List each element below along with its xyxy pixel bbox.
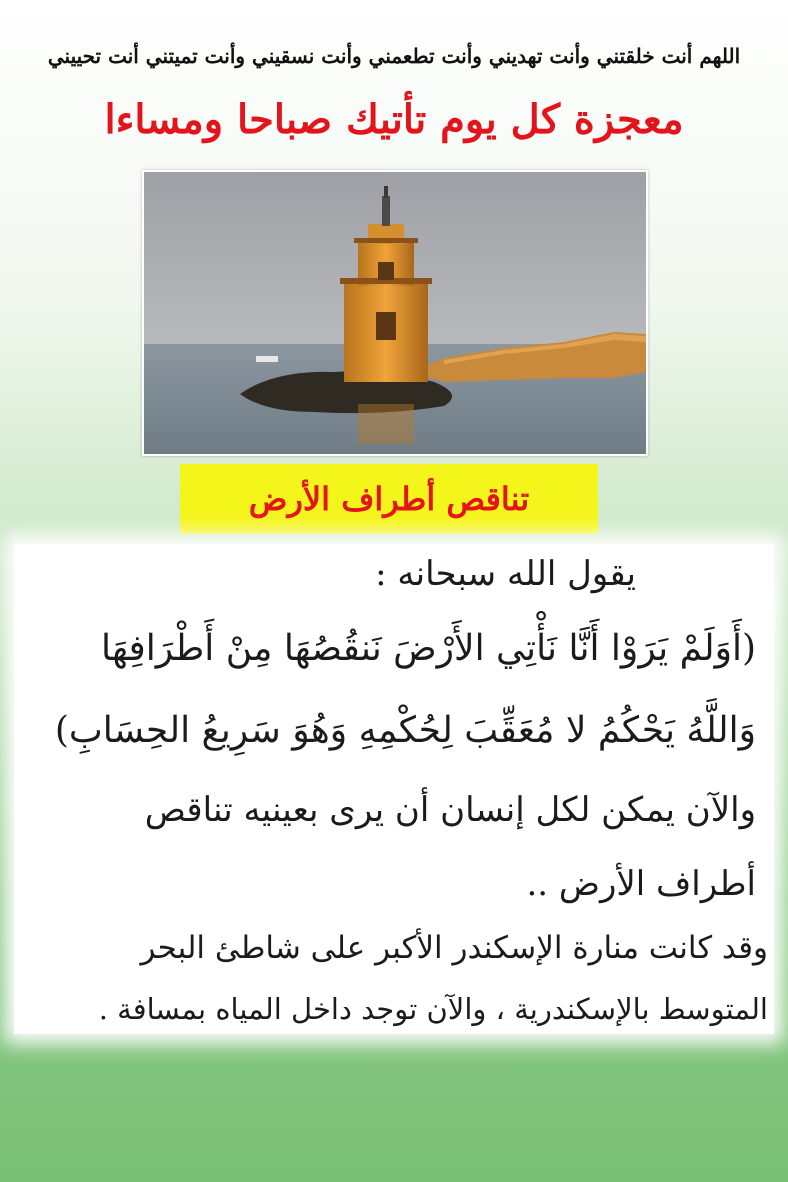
body-line: أطراف الأرض .. <box>526 864 756 904</box>
lighthouse-photo <box>142 170 648 456</box>
section-heading: تناقص أطراف الأرض <box>248 480 530 518</box>
top-prayer-text: اللهم أنت خلقتني وأنت تهديني وأنت تطعمني وأنت نسقيني وأنت تميتني أنت تحييني <box>47 44 741 68</box>
body-line: والآن يمكن لكل إنسان أن يرى بعينيه تناقص <box>144 790 756 830</box>
main-title: معجزة كل يوم تأتيك صباحا ومساءا <box>104 96 684 143</box>
body-line: يقول الله سبحانه : <box>375 554 636 594</box>
body-line: (أَوَلَمْ يَرَوْا أَنَّا نَأْتِي الأَرْضَ نَنقُصُهَا مِنْ أَطْرَافِهَا <box>100 628 756 669</box>
body-line: وقد كانت منارة الإسكندر الأكبر على شاطئ البحر <box>140 930 768 966</box>
text-panel <box>14 544 774 1034</box>
section-heading-banner <box>180 464 598 534</box>
body-line: المتوسط بالإسكندرية ، والآن توجد داخل المياه بمسافة . <box>98 992 768 1026</box>
body-line: وَاللَّهُ يَحْكُمُ لا مُعَقِّبَ لِحُكْمِهِ وَهُوَ سَرِيعُ الحِسَابِ) <box>54 710 756 751</box>
